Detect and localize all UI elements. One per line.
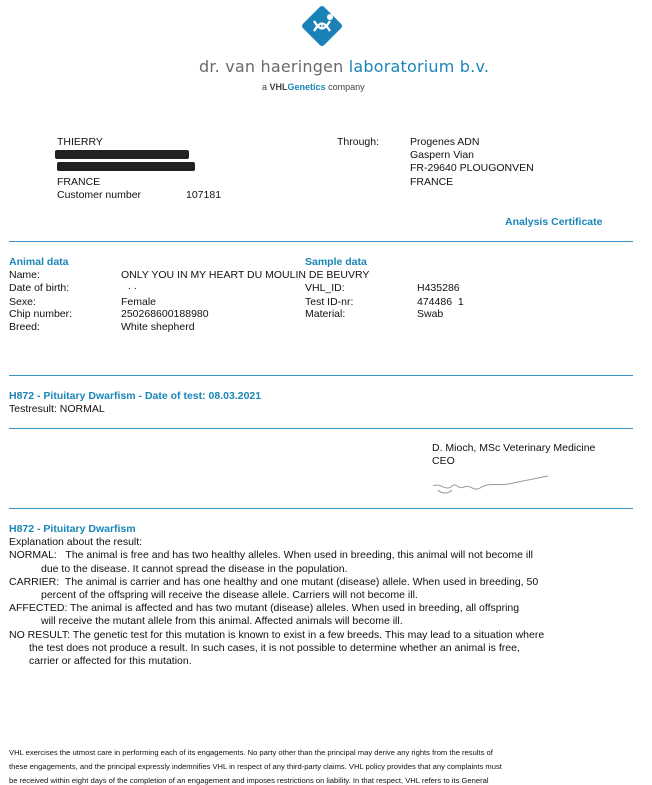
company-name-accent: laboratorium b.v.	[348, 57, 490, 76]
sex-label: Sexe:	[9, 296, 36, 308]
noresult-text-3: carrier or affected for this mutation.	[29, 655, 192, 667]
carrier-text-2: percent of the offspring will receive the disease allele. Carriers will not become ill.	[41, 589, 418, 601]
affected-text-1: AFFECTED: The animal is affected and has two mutant (disease) alleles. When used in breeding, all offspring	[9, 602, 520, 614]
vhl-id-value: H435286	[417, 282, 460, 294]
test-id-label: Test ID-nr:	[305, 296, 354, 308]
signatory-name: D. Mioch, MSc Veterinary Medicine	[432, 442, 596, 454]
animal-name: ONLY YOU IN MY HEART DU MOULIN DE BEUVRY	[121, 269, 370, 281]
customer-number-label: Customer number	[57, 189, 142, 201]
divider	[9, 375, 633, 376]
through-line-3: FR-29640 PLOUGONVEN	[410, 162, 534, 174]
normal-text-2: due to the disease. It cannot spread the disease in the population.	[41, 563, 348, 575]
test-heading: H872 - Pituitary Dwarfism - Date of test: 08.03.2021	[9, 390, 262, 402]
divider	[9, 241, 633, 242]
normal-text-1: NORMAL: The animal is free and has two healthy alleles. When used in breeding, this animal will not become ill	[9, 549, 533, 561]
footer-disclaimer-2: these engagements, and the principal expressly indemnifies VHL in respect of any third-party claims. VHL policy provides that any complaints must	[9, 762, 502, 771]
redacted-address-line-1	[55, 150, 189, 159]
dna-logo-icon	[300, 4, 344, 48]
noresult-text-2: the test does not produce a result. In such cases, it is not possible to determine whether an animal is free,	[29, 642, 520, 654]
company-name	[199, 57, 489, 76]
affected-text-2: will receive the mutant allele from this animal. Affected animals will become ill.	[41, 615, 403, 627]
certificate-title: Analysis Certificate	[505, 216, 603, 228]
divider	[9, 508, 633, 509]
signature-image	[428, 468, 558, 502]
customer-number: 107181	[186, 189, 222, 201]
company-name-main: dr. van haeringen	[199, 57, 344, 76]
customer-name: THIERRY	[57, 136, 103, 148]
animal-name-label: Name:	[9, 269, 40, 281]
material-value: Swab	[417, 308, 444, 320]
footer-disclaimer-1: VHL exercises the utmost care in performing each of its engagements. No party other than the principal may derive any rights from the results of	[9, 748, 493, 757]
test-id-value: 474486 1	[417, 296, 464, 308]
footer-disclaimer-3: be received within eight days of the completion of an engagement and imposes restrictions on liability. In that respect, VHL refers to its General	[9, 776, 489, 785]
through-line-2: Gaspern Vian	[410, 149, 475, 161]
company-logo	[300, 4, 344, 48]
noresult-text-1: NO RESULT: The genetic test for this mutation is known to exist in a few breeds. This may lead to a situation where	[9, 629, 545, 641]
company-tagline: a VHLGenetics company	[262, 82, 365, 92]
sample-data-heading: Sample data	[305, 256, 367, 268]
dob-label: Date of birth:	[9, 282, 70, 294]
chip-value: 250268600188980	[121, 308, 209, 320]
animal-data-heading: Animal data	[9, 256, 69, 268]
through-line-4: FRANCE	[410, 176, 454, 188]
through-line-1: Progenes ADN	[410, 136, 480, 148]
redacted-address-line-2	[57, 162, 195, 171]
explanation-intro: Explanation about the result:	[9, 536, 143, 548]
signatory-title: CEO	[432, 455, 455, 467]
breed-label: Breed:	[9, 321, 40, 333]
customer-country: FRANCE	[57, 176, 101, 188]
test-result: Testresult: NORMAL	[9, 403, 105, 415]
explanation-heading: H872 - Pituitary Dwarfism	[9, 523, 136, 535]
sex-value: Female	[121, 296, 157, 308]
breed-value: White shepherd	[121, 321, 195, 333]
dob-value: . .	[128, 280, 137, 292]
chip-label: Chip number:	[9, 308, 73, 320]
divider	[9, 428, 633, 429]
carrier-text-1: CARRIER: The animal is carrier and has one healthy and one mutant (disease) allele. When used in breeding, 50	[9, 576, 539, 588]
through-label: Through:	[337, 136, 380, 148]
material-label: Material:	[305, 308, 346, 320]
vhl-id-label: VHL_ID:	[305, 282, 345, 294]
